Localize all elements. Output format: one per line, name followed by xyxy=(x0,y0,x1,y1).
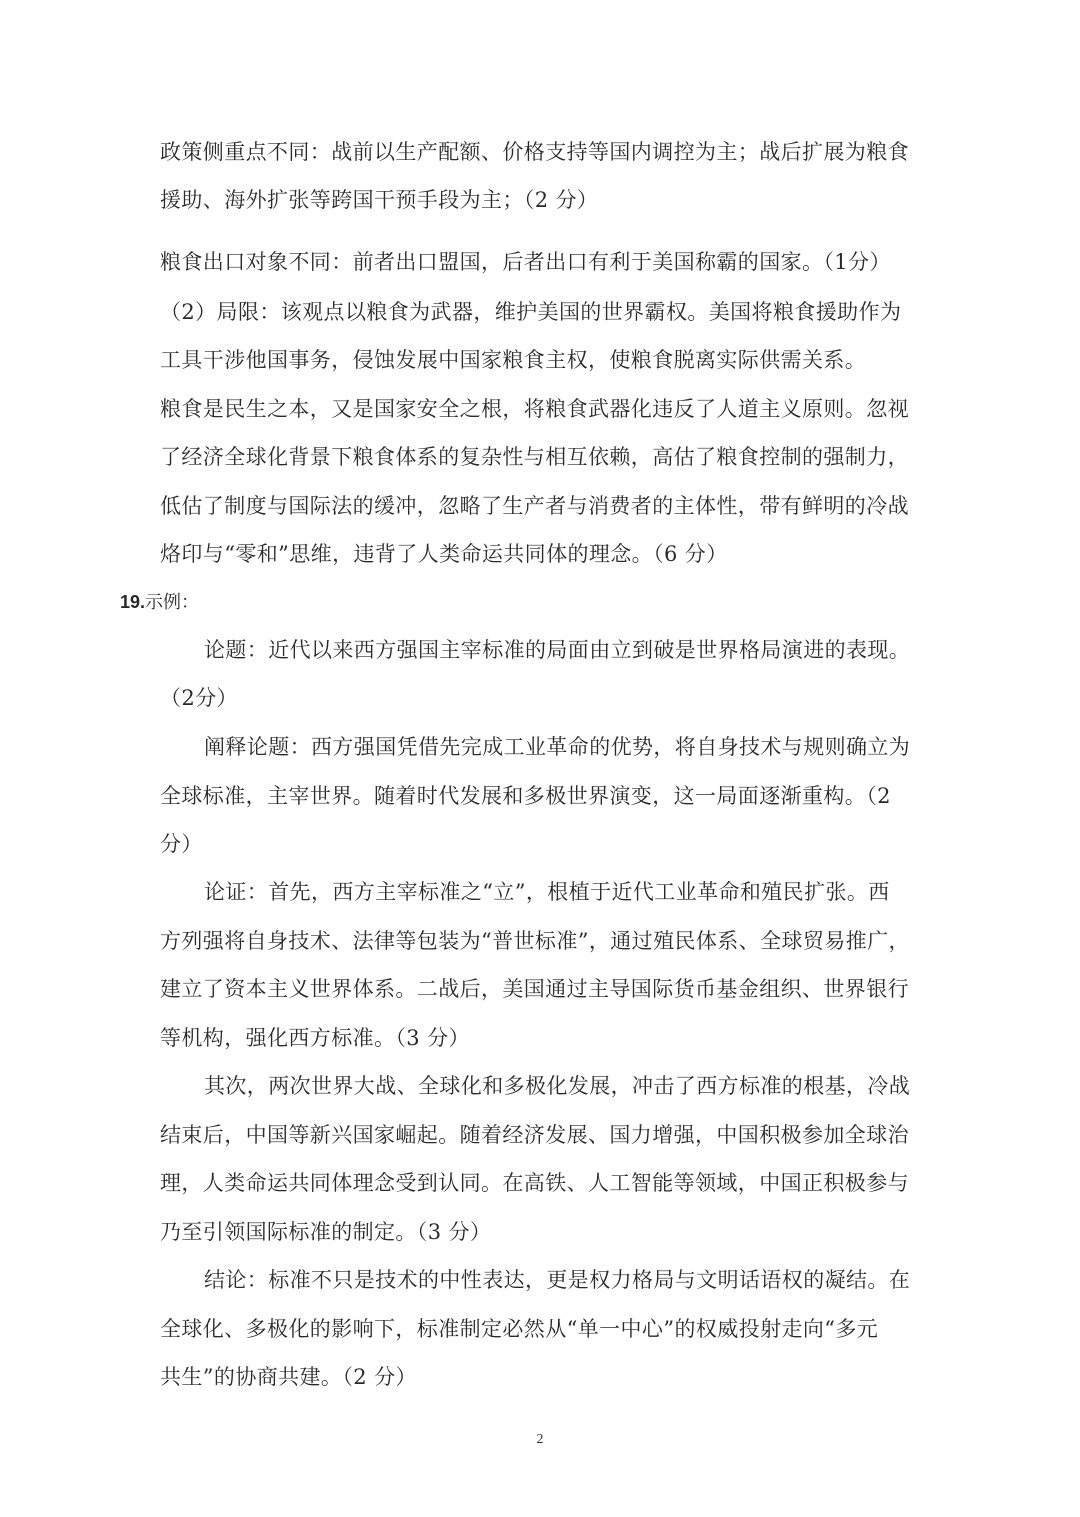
answer-line: 共生”的协商共建。（2 分） xyxy=(160,1365,417,1389)
answer-line: （2分） xyxy=(160,686,238,710)
answer-line: 建立了资本主义世界体系。二战后，美国通过主导国际货币基金组织、世界银行 xyxy=(160,977,909,1001)
answer-line: 等机构，强化西方标准。（3 分） xyxy=(160,1026,470,1050)
text-line: 烙印与“零和”思维，违背了人类命运共同体的理念。（6 分） xyxy=(160,542,728,566)
question-19-heading xyxy=(120,588,199,616)
answer-line: 分） xyxy=(160,832,203,856)
text-line: 粮食是民生之本，又是国家安全之根，将粮食武器化违反了人道主义原则。忽视 xyxy=(160,397,909,421)
answer-line: 全球化、多极化的影响下，标准制定必然从“单一中心”的权威投射走向“多元 xyxy=(160,1317,879,1341)
answer-line: 乃至引领国际标准的制定。（3 分） xyxy=(160,1220,492,1244)
question-number: 19. xyxy=(120,592,146,612)
answer-line: 方列强将自身技术、法律等包装为“普世标准”，通过殖民体系、全球贸易推广， xyxy=(160,929,910,953)
text-line: 政策侧重点不同：战前以生产配额、价格支持等国内调控为主；战后扩展为粮食 xyxy=(160,140,909,164)
answer-line: 论题：近代以来西方强国主宰标准的局面由立到破是世界格局演进的表现。 xyxy=(204,638,911,662)
text-line: 低估了制度与国际法的缓冲，忽略了生产者与消费者的主体性，带有鲜明的冷战 xyxy=(160,494,909,518)
text-line: 工具干涉他国事务，侵蚀发展中国家粮食主权，使粮食脱离实际供需关系。 xyxy=(160,348,867,372)
text-line: 了经济全球化背景下粮食体系的复杂性与相互依赖，高估了粮食控制的强制力， xyxy=(160,445,909,469)
answer-line: 结束后，中国等新兴国家崛起。随着经济发展、国力增强，中国积极参加全球治 xyxy=(160,1123,909,1147)
text-line: （2）局限：该观点以粮食为武器，维护美国的世界霸权。美国将粮食援助作为 xyxy=(160,300,902,324)
answer-line: 全球标准，主宰世界。随着时代发展和多极世界演变，这一局面逐渐重构。（2 xyxy=(160,784,891,808)
answer-line: 结论：标准不只是技术的中性表达，更是权力格局与文明话语权的凝结。在 xyxy=(204,1268,911,1292)
page-number: 2 xyxy=(536,1432,544,1447)
question-label: 示例： xyxy=(145,592,200,612)
answer-line: 论证：首先，西方主宰标准之“立”，根植于近代工业革命和殖民扩张。西 xyxy=(204,880,890,904)
answer-line: 阐释论题：西方强国凭借先完成工业革命的优势，将自身技术与规则确立为 xyxy=(204,735,911,759)
text-line: 粮食出口对象不同：前者出口盟国，后者出口有利于美国称霸的国家。（1分） xyxy=(160,250,891,274)
answer-line: 理，人类命运共同体理念受到认同。在高铁、人工智能等领域，中国正积极参与 xyxy=(160,1171,909,1195)
text-line: 援助、海外扩张等跨国干预手段为主；（2 分） xyxy=(160,188,599,212)
answer-line: 其次，两次世界大战、全球化和多极化发展，冲击了西方标准的根基，冷战 xyxy=(204,1074,911,1098)
